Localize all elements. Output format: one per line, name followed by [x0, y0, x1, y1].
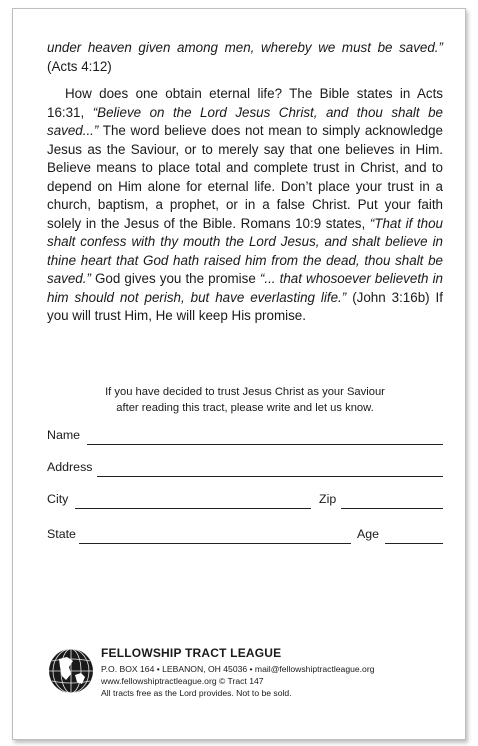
- paragraph-2: [47, 85, 443, 326]
- tract-text: [47, 39, 443, 326]
- globe-logo-icon: [47, 647, 95, 695]
- tract-page: [12, 8, 466, 740]
- publisher-name: FELLOWSHIP TRACT LEAGUE: [101, 646, 282, 660]
- publisher-footer: [47, 643, 447, 713]
- address-field[interactable]: [97, 476, 443, 477]
- city-zip-row: [47, 492, 443, 510]
- contact-note-line-1: If you have decided to trust Jesus Christ as your Saviour: [105, 386, 385, 398]
- name-field[interactable]: [87, 444, 443, 445]
- paragraph-1: [47, 39, 443, 76]
- publisher-address: P.O. BOX 164 • LEBANON, OH 45036 • mail@fellowshiptractleague.org: [101, 664, 375, 674]
- state-age-row: [47, 527, 443, 545]
- city-field[interactable]: [75, 508, 311, 509]
- scripture-quote: “That if thou shalt confess with thy mouth the Lord Jesus, and shalt believe in thine heart that God hath raised him from the dead, thou shalt be saved.”: [47, 215, 444, 286]
- name-row: [47, 428, 443, 446]
- address-label: Address: [47, 460, 93, 474]
- text-run: How does one obtain eternal life? The Bible states in Acts 16:31,: [47, 86, 443, 120]
- scripture-quote: “Believe on the Lord Jesus Christ, and thou shalt be saved...”: [47, 104, 443, 138]
- contact-note: [47, 384, 443, 416]
- scripture-quote: under heaven given among men, whereby we must be saved.”: [47, 40, 443, 55]
- city-label: City: [47, 492, 69, 506]
- age-label: Age: [357, 527, 380, 541]
- state-field[interactable]: [79, 543, 351, 544]
- zip-label: Zip: [319, 492, 337, 506]
- scripture-quote: “... that whosoever believeth in him should not perish, but have everlasting life.”: [47, 271, 443, 305]
- contact-note-line-2: after reading this tract, please write and let us know.: [116, 402, 374, 414]
- zip-field[interactable]: [341, 508, 443, 509]
- address-row: [47, 460, 443, 478]
- age-field[interactable]: [385, 543, 443, 544]
- free-notice: All tracts free as the Lord provides. Not to be sold.: [101, 688, 292, 698]
- text-run: God gives you the promise: [90, 271, 260, 286]
- publisher-website: www.fellowshiptractleague.org © Tract 147: [101, 676, 264, 686]
- text-run: (John 3:16b) If you will trust Him, He will keep His promise.: [47, 289, 443, 323]
- text-run: The word believe does not mean to simply acknowledge Jesus as the Saviour, or to merely say that one believes in Him. Believe means to place total and complete trust in Christ, and to depend on Him alone for eternal life. Don’t place your trust in a church, baptism, a prophet, or in a false Christ. Put your faith solely in the Jesus of the Bible. Romans 10:9 states,: [47, 123, 443, 231]
- state-label: State: [47, 527, 76, 541]
- name-label: Name: [47, 428, 81, 442]
- scripture-reference: (Acts 4:12): [47, 58, 112, 74]
